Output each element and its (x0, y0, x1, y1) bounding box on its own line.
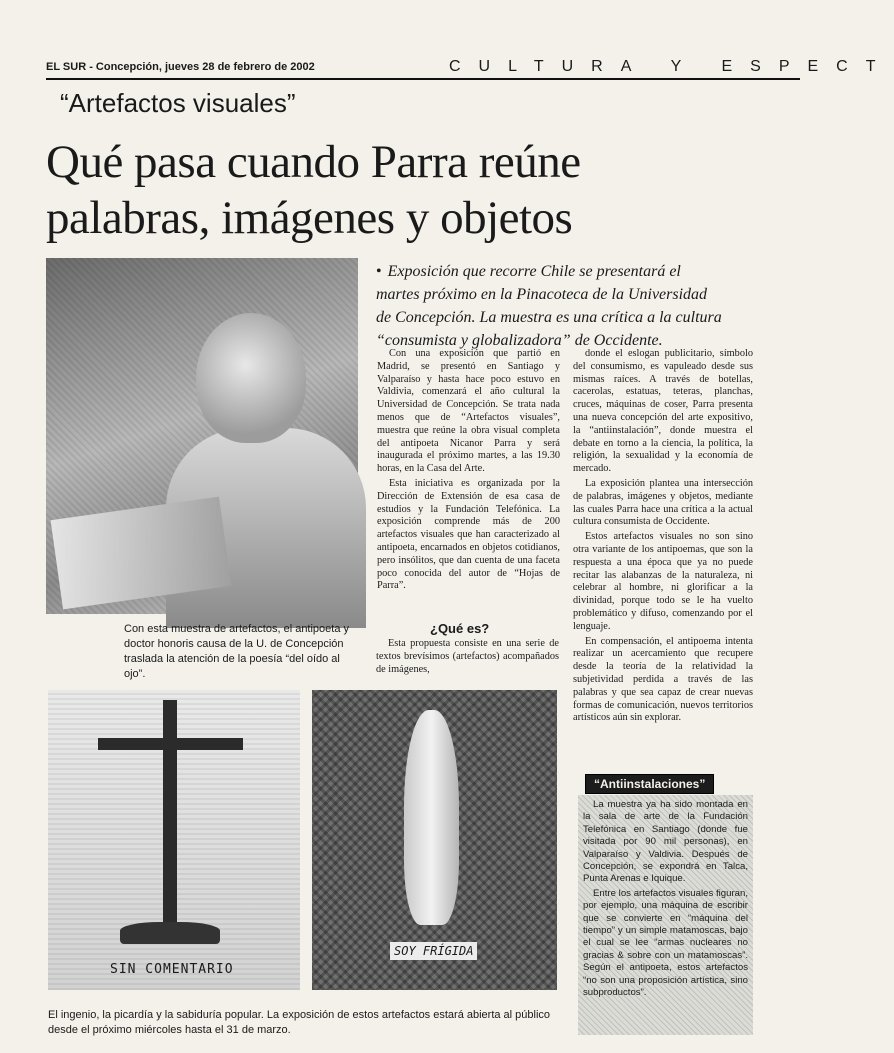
paragraph: En compensación, el antipoema intenta realizar un acercamiento que recupere desde la teoría de la relatividad la subjetividad perdida a través de las palabras y que sea capaz de crear nuevas formas de comunicación, nuevos territorios artísticos aún sin explorar. (573, 635, 753, 724)
sidebar-paragraph: La muestra ya ha sido montada en la sala de arte de la Fundación Telefónica en Santiago (donde fue visitada por 90 mil personas), en Valparaíso y Valdivia. Después de Concepción, se expondrá en Talca, Punta Arenas e Iquique. (583, 799, 748, 885)
headline-line-1: Qué pasa cuando Parra reúne (46, 136, 581, 188)
cross-base (120, 922, 220, 944)
body-column-1-continued (376, 638, 559, 678)
statue-figure (404, 710, 459, 925)
paragraph: Esta iniciativa es organizada por la Dirección de Extensión de esa casa de estudios y la Fundación Telefónica. La exposición comprende más de 200 artefactos visuales que han caracterizado al antipoeta, encarnados en objetos cotidianos, pero insólitos, que dan cuenta de una faceta poco conocida del autor de “Hojas de Parra”. (377, 477, 560, 592)
cross-horizontal (98, 738, 243, 750)
paragraph: donde el eslogan publicitario, símbolo del consumismo, es vapuleado desde sus mismas raíces. A través de botellas, cacerolas, estatuas, teteras, planchas, cruces, máquinas de coser, Parra presenta una nueva concepción del arte expositivo, la “antiinstalación”, donde muestra el debate en torno a la ciencia, la política, la religión, la sexualidad y la economía de mercado. (573, 348, 753, 475)
photo-caption-bottom: El ingenio, la picardía y la sabiduría popular. La exposición de estos artefactos estará abierta al público desde el próximo miércoles hasta el 31 de marzo. (48, 1009, 551, 1036)
masthead (46, 58, 894, 80)
sidebar-paragraph: Entre los artefactos visuales figuran, por ejemplo, una máquina de escribir que se convierte en “máquina del tiempo” y un simple matamoscas, bajo el cual se lee “armas nucleares no gracias & sobre con un matamoscas”. Según el antipoeta, estos artefactos “no son una proposición artística, sino subproductos”. (583, 887, 748, 999)
headline (46, 134, 786, 246)
kicker: “Artefactos visuales” (60, 88, 296, 118)
sidebar-box (578, 795, 753, 1035)
paragraph: La exposición plantea una intersección de palabras, imágenes y objetos, mediante las cuales Parra hace una crítica a la actual cultura consumista de Occidente. (573, 477, 753, 528)
artefact-label-soy-frigida: SOY FRÍGIDA (390, 942, 477, 960)
headline-line-2: palabras, imágenes y objetos (46, 192, 573, 244)
cross-vertical (163, 700, 177, 930)
photo-statue-artefact (312, 690, 557, 990)
section-title: CULTURA Y ESPECT (449, 58, 894, 75)
subhead-que-es: ¿Qué es? (430, 621, 490, 636)
body-column-1 (377, 348, 560, 595)
masthead-dateline: EL SUR - Concepción, jueves 28 de febrero de 2002 (46, 61, 315, 73)
article-deck (376, 260, 726, 352)
paragraph: Esta propuesta consiste en una serie de textos brevísimos (artefactos) acompañados de imágenes, (376, 638, 559, 675)
photo-crucifix-artefact (48, 690, 300, 990)
bullet-icon: • (376, 263, 382, 280)
photo-parra-portrait (46, 258, 358, 614)
artefact-label-sin-comentario: SIN COMENTARIO (110, 962, 234, 977)
body-column-2 (573, 348, 753, 727)
photo-caption-main: Con esta muestra de artefactos, el antipoeta y doctor honoris causa de la U. de Concepción traslada la atención de la poesía “del oído al ojo”. (124, 623, 350, 680)
deck-text: Exposición que recorre Chile se presentará el martes próximo en la Pinacoteca de la Universidad de Concepción. La muestra es una crítica a la cultura “consumista y globalizadora” de Occidente. (376, 263, 722, 349)
paragraph: Estos artefactos visuales no son sino otra variante de los antipoemas, que son la respuesta a una época que ya no puede recitar las alabanzas de la naturaleza, ni celebrar al hombre, ni glorificar a la divinidad, porque todo se le ha vuelto problemático y difuso, comenzando por el lenguaje. (573, 531, 753, 632)
sidebar-title: “Antiinstalaciones” (585, 774, 714, 794)
paragraph: Con una exposición que partió en Madrid, se presentó en Santiago y Valparaíso y hasta hace poco estuvo en Valdivia, comenzará el año cultural la Universidad de Concepción. Se trata nada menos que de “Artefactos visuales”, muestra que reúne la obra visual completa del antipoeta Nicanor Parra y será inaugurada el próximo martes, a las 19.30 horas, en la Casa del Arte. (377, 348, 560, 475)
portrait-head (196, 313, 306, 443)
